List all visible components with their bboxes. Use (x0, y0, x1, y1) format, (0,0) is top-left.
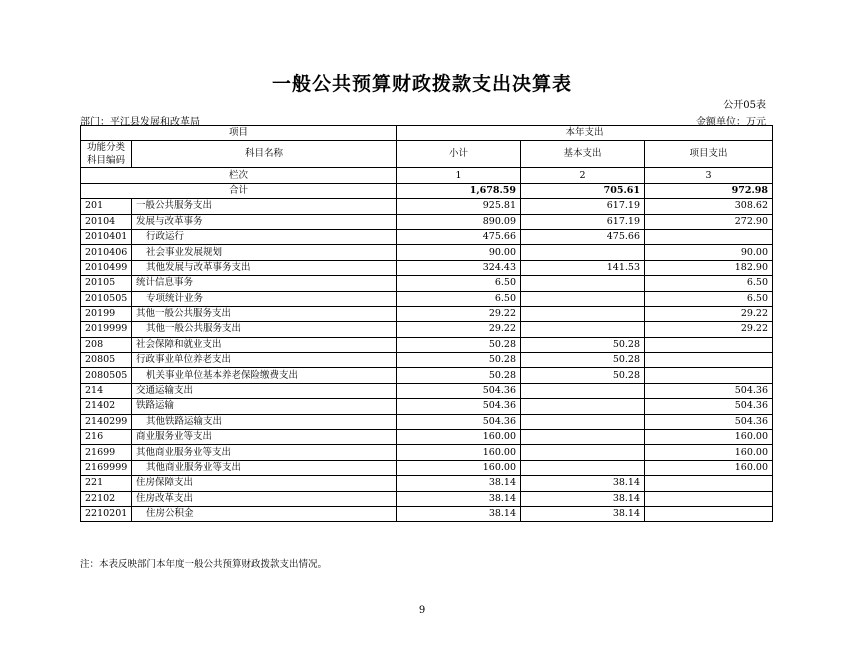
row-subtotal: 925.81 (397, 199, 521, 214)
row-basic (521, 291, 645, 306)
row-subtotal: 6.50 (397, 291, 521, 306)
header-group-row (81, 126, 773, 141)
row-code: 21699 (81, 445, 132, 460)
row-code: 2010406 (81, 245, 132, 260)
row-subtotal: 90.00 (397, 245, 521, 260)
header-columns-row (81, 141, 773, 168)
row-subtotal: 890.09 (397, 214, 521, 229)
page-number: 9 (418, 605, 426, 616)
row-project: 182.90 (645, 260, 773, 275)
row-project (645, 491, 773, 506)
row-subtotal: 504.36 (397, 399, 521, 414)
total-subtotal: 1,678.59 (397, 183, 521, 198)
row-subtotal: 160.00 (397, 430, 521, 445)
row-subtotal: 6.50 (397, 276, 521, 291)
row-basic (521, 399, 645, 414)
row-code: 208 (81, 337, 132, 352)
table-row (81, 491, 773, 506)
row-code: 21402 (81, 399, 132, 414)
row-code: 201 (81, 199, 132, 214)
row-basic: 50.28 (521, 353, 645, 368)
col-no-3: 3 (645, 168, 773, 183)
row-basic (521, 414, 645, 429)
header-project: 项目支出 (645, 141, 773, 168)
row-basic (521, 276, 645, 291)
row-code: 216 (81, 430, 132, 445)
row-project: 90.00 (645, 245, 773, 260)
header-item-group: 项目 (81, 126, 397, 141)
row-basic (521, 445, 645, 460)
table-row (81, 368, 773, 383)
table-row (81, 506, 773, 521)
row-project: 6.50 (645, 291, 773, 306)
row-code: 2010505 (81, 291, 132, 306)
row-subtotal: 160.00 (397, 460, 521, 475)
row-code: 20199 (81, 306, 132, 321)
row-code: 20105 (81, 276, 132, 291)
row-subtotal: 475.66 (397, 229, 521, 244)
total-project: 972.98 (645, 183, 773, 198)
row-name: 其他发展与改革事务支出 (132, 260, 397, 275)
row-basic (521, 460, 645, 475)
row-project: 504.36 (645, 383, 773, 398)
header-subtotal: 小计 (397, 141, 521, 168)
row-basic: 475.66 (521, 229, 645, 244)
total-label: 合计 (81, 183, 397, 198)
row-name: 交通运输支出 (132, 383, 397, 398)
row-name: 社会事业发展规划 (132, 245, 397, 260)
header-name: 科目名称 (132, 141, 397, 168)
row-subtotal: 29.22 (397, 322, 521, 337)
table-note: 注：本表反映部门本年度一般公共预算财政拨款支出情况。 (80, 559, 328, 570)
row-basic: 50.28 (521, 368, 645, 383)
col-no-2: 2 (521, 168, 645, 183)
header-basic: 基本支出 (521, 141, 645, 168)
row-name: 行政运行 (132, 229, 397, 244)
table-row (81, 383, 773, 398)
row-code: 20104 (81, 214, 132, 229)
table-row (81, 322, 773, 337)
department-label: 部门：平江县发展和改革局 (80, 117, 200, 128)
table-row (81, 414, 773, 429)
row-code: 221 (81, 476, 132, 491)
row-name: 商业服务业等支出 (132, 430, 397, 445)
row-project (645, 476, 773, 491)
row-subtotal: 50.28 (397, 337, 521, 352)
col-no-1: 1 (397, 168, 521, 183)
row-code: 20805 (81, 353, 132, 368)
header-code: 功能分类 科目编码 (81, 141, 132, 168)
row-name: 住房改革支出 (132, 491, 397, 506)
row-name: 其他商业服务业等支出 (132, 460, 397, 475)
unit-label: 金额单位：万元 (696, 117, 766, 128)
row-code: 2019999 (81, 322, 132, 337)
row-project: 6.50 (645, 276, 773, 291)
table-row (81, 214, 773, 229)
table-row (81, 445, 773, 460)
row-basic: 38.14 (521, 491, 645, 506)
header-year-group: 本年支出 (397, 126, 773, 141)
row-project (645, 353, 773, 368)
row-project: 160.00 (645, 445, 773, 460)
row-name: 其他商业服务业等支出 (132, 445, 397, 460)
row-name: 其他一般公共服务支出 (132, 322, 397, 337)
row-project (645, 229, 773, 244)
total-row (81, 183, 773, 198)
row-name: 其他铁路运输支出 (132, 414, 397, 429)
row-subtotal: 324.43 (397, 260, 521, 275)
row-basic: 617.19 (521, 214, 645, 229)
table-row (81, 229, 773, 244)
row-name: 行政事业单位养老支出 (132, 353, 397, 368)
row-basic (521, 306, 645, 321)
total-basic: 705.61 (521, 183, 645, 198)
row-basic (521, 383, 645, 398)
row-project: 504.36 (645, 399, 773, 414)
row-code: 2169999 (81, 460, 132, 475)
row-code: 2140299 (81, 414, 132, 429)
row-subtotal: 50.28 (397, 368, 521, 383)
row-subtotal: 160.00 (397, 445, 521, 460)
table-row (81, 430, 773, 445)
row-project (645, 506, 773, 521)
row-label: 栏次 (81, 168, 397, 183)
row-code: 2010401 (81, 229, 132, 244)
row-basic: 38.14 (521, 506, 645, 521)
row-project: 160.00 (645, 430, 773, 445)
row-subtotal: 50.28 (397, 353, 521, 368)
row-project: 504.36 (645, 414, 773, 429)
table-row (81, 276, 773, 291)
row-basic: 141.53 (521, 260, 645, 275)
table-row (81, 476, 773, 491)
row-name: 其他一般公共服务支出 (132, 306, 397, 321)
row-name: 铁路运输 (132, 399, 397, 414)
row-name: 住房保障支出 (132, 476, 397, 491)
row-basic: 617.19 (521, 199, 645, 214)
row-basic (521, 430, 645, 445)
row-project: 272.90 (645, 214, 773, 229)
row-project: 29.22 (645, 306, 773, 321)
table-row (81, 337, 773, 352)
row-project (645, 368, 773, 383)
row-subtotal: 504.36 (397, 383, 521, 398)
row-subtotal: 38.14 (397, 506, 521, 521)
row-code: 214 (81, 383, 132, 398)
row-name: 统计信息事务 (132, 276, 397, 291)
row-basic: 38.14 (521, 476, 645, 491)
row-subtotal: 38.14 (397, 491, 521, 506)
row-code: 2080505 (81, 368, 132, 383)
row-project: 29.22 (645, 322, 773, 337)
row-subtotal: 504.36 (397, 414, 521, 429)
row-project: 308.62 (645, 199, 773, 214)
table-row (81, 399, 773, 414)
row-name: 社会保障和就业支出 (132, 337, 397, 352)
expenditure-table (80, 125, 773, 522)
row-code: 22102 (81, 491, 132, 506)
table-row (81, 460, 773, 475)
table-row (81, 199, 773, 214)
column-number-row (81, 168, 773, 183)
row-code: 2210201 (81, 506, 132, 521)
row-basic (521, 322, 645, 337)
table-row (81, 245, 773, 260)
form-code: 公开05表 (723, 100, 766, 111)
row-code: 2010499 (81, 260, 132, 275)
table-row (81, 260, 773, 275)
row-name: 住房公积金 (132, 506, 397, 521)
row-basic: 50.28 (521, 337, 645, 352)
row-basic (521, 245, 645, 260)
row-project: 160.00 (645, 460, 773, 475)
table-row (81, 353, 773, 368)
table-body (81, 199, 773, 522)
row-subtotal: 29.22 (397, 306, 521, 321)
row-subtotal: 38.14 (397, 476, 521, 491)
page-title: 一般公共预算财政拨款支出决算表 (271, 73, 572, 95)
row-project (645, 337, 773, 352)
table-row (81, 291, 773, 306)
row-name: 一般公共服务支出 (132, 199, 397, 214)
table-row (81, 306, 773, 321)
row-name: 专项统计业务 (132, 291, 397, 306)
row-name: 机关事业单位基本养老保险缴费支出 (132, 368, 397, 383)
row-name: 发展与改革事务 (132, 214, 397, 229)
